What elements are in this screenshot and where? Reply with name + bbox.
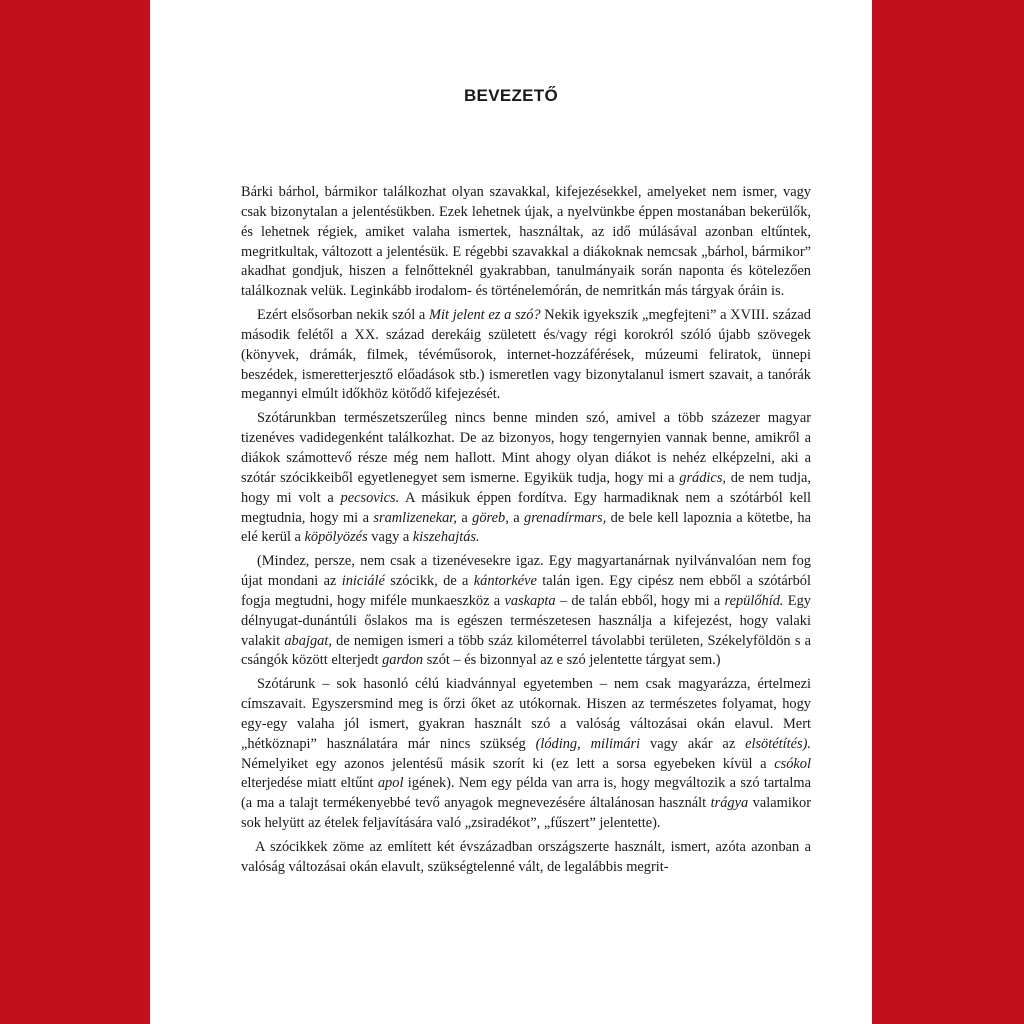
italic-term: pecsovics. [340,489,400,506]
italic-term: trágya [710,795,749,812]
text-segment: Némelyiket egy azonos jelentésű másik szorít ki (ez lett a sorsa egyebeken kívül a [241,755,775,772]
text-segment: Szótárunkban természetszerűleg nincs benne minden szó, amivel a több százezer magyar tizenéves vadidegenként találkozhat. De az bizonyos, hogy tengernyien vannak benne, amikről a diákok számottevő része még nem hallott. Mint ahogy olyan diákot is nehéz elképzelni, aki a szótár szócikkeiből egyetlenegyet sem ismerne. Egyikük tudja, hogy mi a [241,410,811,486]
text-segment: igének). Nem egy példa van arra is, hogy megváltozik a szó tartalma (a ma a talajt termékenyebbé tevő anyagok megnevezésére általánosan használt [241,775,811,812]
italic-term: sramlizenekar, [373,509,457,526]
italic-term: kiszehajtás. [412,529,480,546]
text-segment: talán igen. Egy cipész nem ebből a szótárból fogja megtudni, hogy miféle munkaeszköz a [241,573,811,609]
paragraph [241,552,811,671]
italic-term: apol [377,775,404,792]
paragraph [241,409,811,548]
italic-term: göreb, [472,509,509,526]
text-segment: Szótárunk – sok hasonló célú kiadvánnyal egyetemben – nem csak magyarázza, értelmezi címszavait. Egyszersmind meg is őrzi őket az utókornak. Hiszen az természetes folyamat, hogy egy-egy valaha jól ismert, gyakran használt szó a valóság változásai okán elavul. Mert „hétköznapi” használatára már nincs szükség [241,676,811,752]
italic-term: kántorkéve [473,573,537,590]
italic-term: Mit jelent ez a szó? [429,307,541,324]
paragraph [241,306,811,405]
italic-term: grenadírmars, [524,509,607,526]
text-segment: elterjedése miatt eltűnt [241,775,378,792]
book-page [150,0,872,1024]
body-text [241,183,811,882]
text-segment: Ezért elsősorban nekik szól a [257,307,430,324]
paragraph [241,183,811,302]
text-segment: – de talán ebből, hogy mi a [555,592,725,609]
text-segment: vagy akár az [640,735,746,752]
text-segment: szócikk, de a [384,573,474,590]
italic-term: (lóding, milimári [535,735,641,752]
page-title: BEVEZETŐ [463,86,559,105]
text-segment: Nekik igyekszik „megfejteni” a XVIII. század második felétől a XX. század derekáig született és/vagy régi korokról szóló újabb szövegek (könyvek, drámák, filmek, tévéműsorok, internet-hozzáférések, múzeumi feliratok, ünnepi beszédek, ismeretterjesztő előadások stb.) ismeretlen vagy bizonytalanul ismert szavait, a tanórák megannyi elmúlt időkhöz kötődő kifejezését. [241,307,811,403]
italic-term: repülőhíd. [724,592,784,609]
italic-term: köpölyözés [304,529,368,546]
italic-term: iniciálé [341,573,385,590]
text-segment: A másikuk éppen fordítva. Egy harmadiknak nem a szótárból kell megtudnia, hogy mi a [241,489,811,526]
text-segment: A szócikkek zöme az említett két évszázadban országszerte használt, ismert, azóta azonban a valóság változásai okán elavult, szükségtelenné vált, de legalábbis megrit- [241,839,811,875]
text-segment: a [456,509,473,526]
text-segment: de nem tudja, hogy mi volt a [241,469,811,506]
italic-term: vaskapta [504,592,556,609]
text-segment: a [508,509,525,526]
paragraph [241,838,811,878]
italic-term: elsötétítés). [745,735,812,752]
text-segment: de bele kell lapoznia a kötetbe, ha elé kerül a [241,509,811,546]
text-segment: szót – és bizonnyal az e szó jelentette tárgyat sem.) [423,652,721,669]
italic-term: gardon [382,652,424,669]
text-segment: vagy a [367,529,413,546]
text-segment: (Mindez, persze, nem csak a tizenévesekre igaz. Egy magyartanárnak nyilvánvalóan nem fog újat mondani az [241,553,811,590]
italic-term: grádics, [679,469,727,486]
text-segment: Bárki bárhol, bármikor találkozhat olyan szavakkal, kifejezésekkel, amelyeket nem ismer, vagy csak bizonytalan a jelentésükben. Ezek lehetnek újak, a nyelvünkbe éppen mostanában bekerülők, és lehetnek régiek, amiket valaha ismertek, használtak, az idő múlásával azonban eltűntek, megritkultak, változott a jelentésük. E régebbi szavakkal a diákoknak nemcsak „bárhol, bármikor” akadhat gondjuk, hiszen a felnőtteknél gyakrabban, tanulmányaik során naponta és kötelezően találkoznak velük. Leginkább irodalom- és történelemórán, de nemritkán más tárgyak óráin is. [241,184,811,300]
text-segment: de nemigen ismeri a több száz kilométerrel távolabbi területen, Székelyföldön s a csángók között elterjedt [241,632,811,669]
text-segment: Egy délnyugat-dunántúli őslakos ma is egészen természetesen használja a kifejezést, hogy valaki valakit [241,592,811,649]
paragraph [241,675,811,834]
italic-term: abajgat, [284,632,332,649]
italic-term: csókol [774,755,811,772]
text-segment: valamikor sok helyütt az ételek feljavítására való „zsiradékot”, „fűszert” jelentette). [241,795,811,832]
